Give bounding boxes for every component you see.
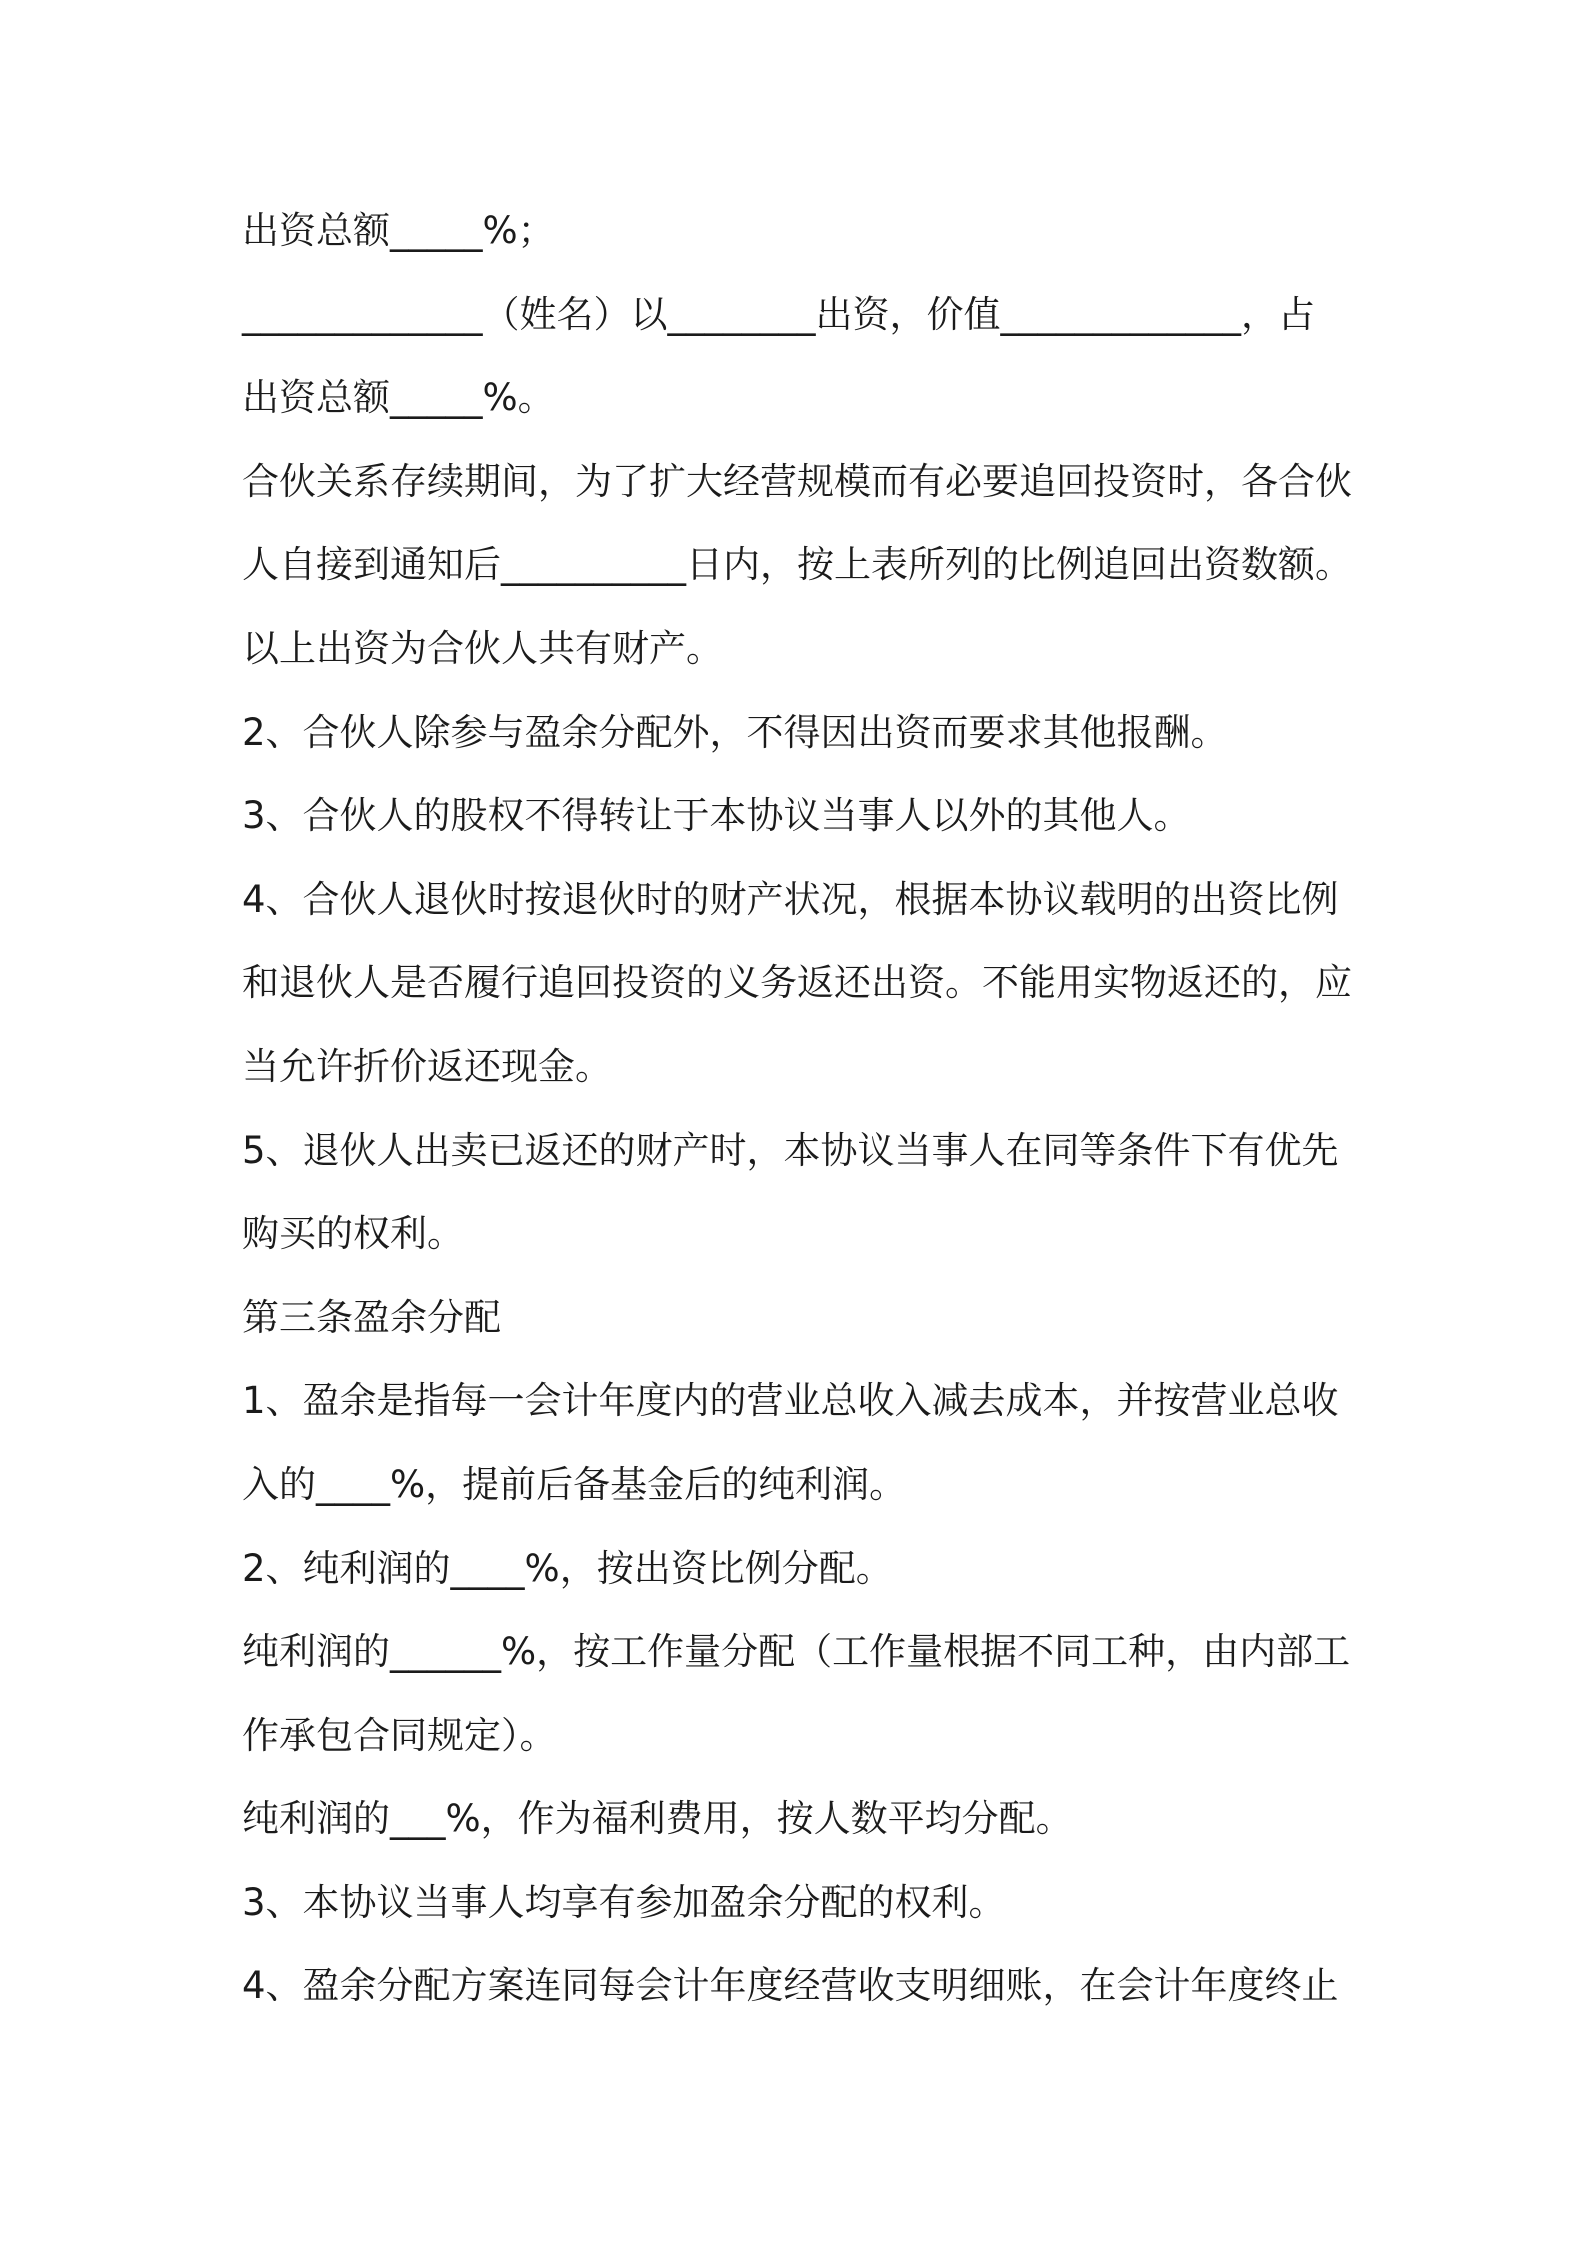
body-text-line: 纯利润的______%，按工作量分配（工作量根据不同工种，由内部工	[242, 1630, 1351, 1674]
body-text-line: 出资总额_____%。	[242, 376, 555, 420]
clause-item-2: 2、合伙人除参与盈余分配外，不得因出资而要求其他报酬。	[242, 710, 1228, 754]
clause-item-4: 4、盈余分配方案连同每会计年度经营收支明细账，在会计年度终止	[242, 1964, 1339, 2008]
body-text-line: 纯利润的___%，作为福利费用，按人数平均分配。	[242, 1797, 1073, 1841]
clause-item-4: 4、合伙人退伙时按退伙时的财产状况，根据本协议载明的出资比例	[242, 877, 1339, 921]
body-text-line: 以上出资为合伙人共有财产。	[242, 626, 723, 670]
body-text-line: 购买的权利。	[242, 1212, 464, 1256]
body-text-line: 入的____%，提前后备基金后的纯利润。	[242, 1462, 907, 1506]
clause-item-5: 5、退伙人出卖已返还的财产时，本协议当事人在同等条件下有优先	[242, 1128, 1339, 1172]
body-text-line: 合伙关系存续期间，为了扩大经营规模而有必要追回投资时，各合伙	[242, 459, 1352, 503]
body-text-line: _____________（姓名）以________出资，价值_____________，占	[242, 292, 1315, 336]
body-text-line: 当允许折价返还现金。	[242, 1044, 612, 1088]
clause-item-3: 3、本协议当事人均享有参加盈余分配的权利。	[242, 1880, 1006, 1924]
section-heading: 第三条盈余分配	[242, 1295, 501, 1339]
body-text-line: 人自接到通知后__________日内，按上表所列的比例追回出资数额。	[242, 543, 1352, 587]
clause-item-1: 1、盈余是指每一会计年度内的营业总收入减去成本，并按营业总收	[242, 1379, 1339, 1423]
body-text-line: 出资总额_____%；	[242, 209, 555, 252]
body-text-line: 和退伙人是否履行追回投资的义务返还出资。不能用实物返还的，应	[242, 961, 1352, 1005]
body-text-line: 作承包合同规定）。	[242, 1713, 557, 1757]
clause-item-2: 2、纯利润的____%，按出资比例分配。	[242, 1546, 893, 1590]
clause-item-3: 3、合伙人的股权不得转让于本协议当事人以外的其他人。	[242, 794, 1191, 838]
document-body	[242, 189, 1402, 2028]
